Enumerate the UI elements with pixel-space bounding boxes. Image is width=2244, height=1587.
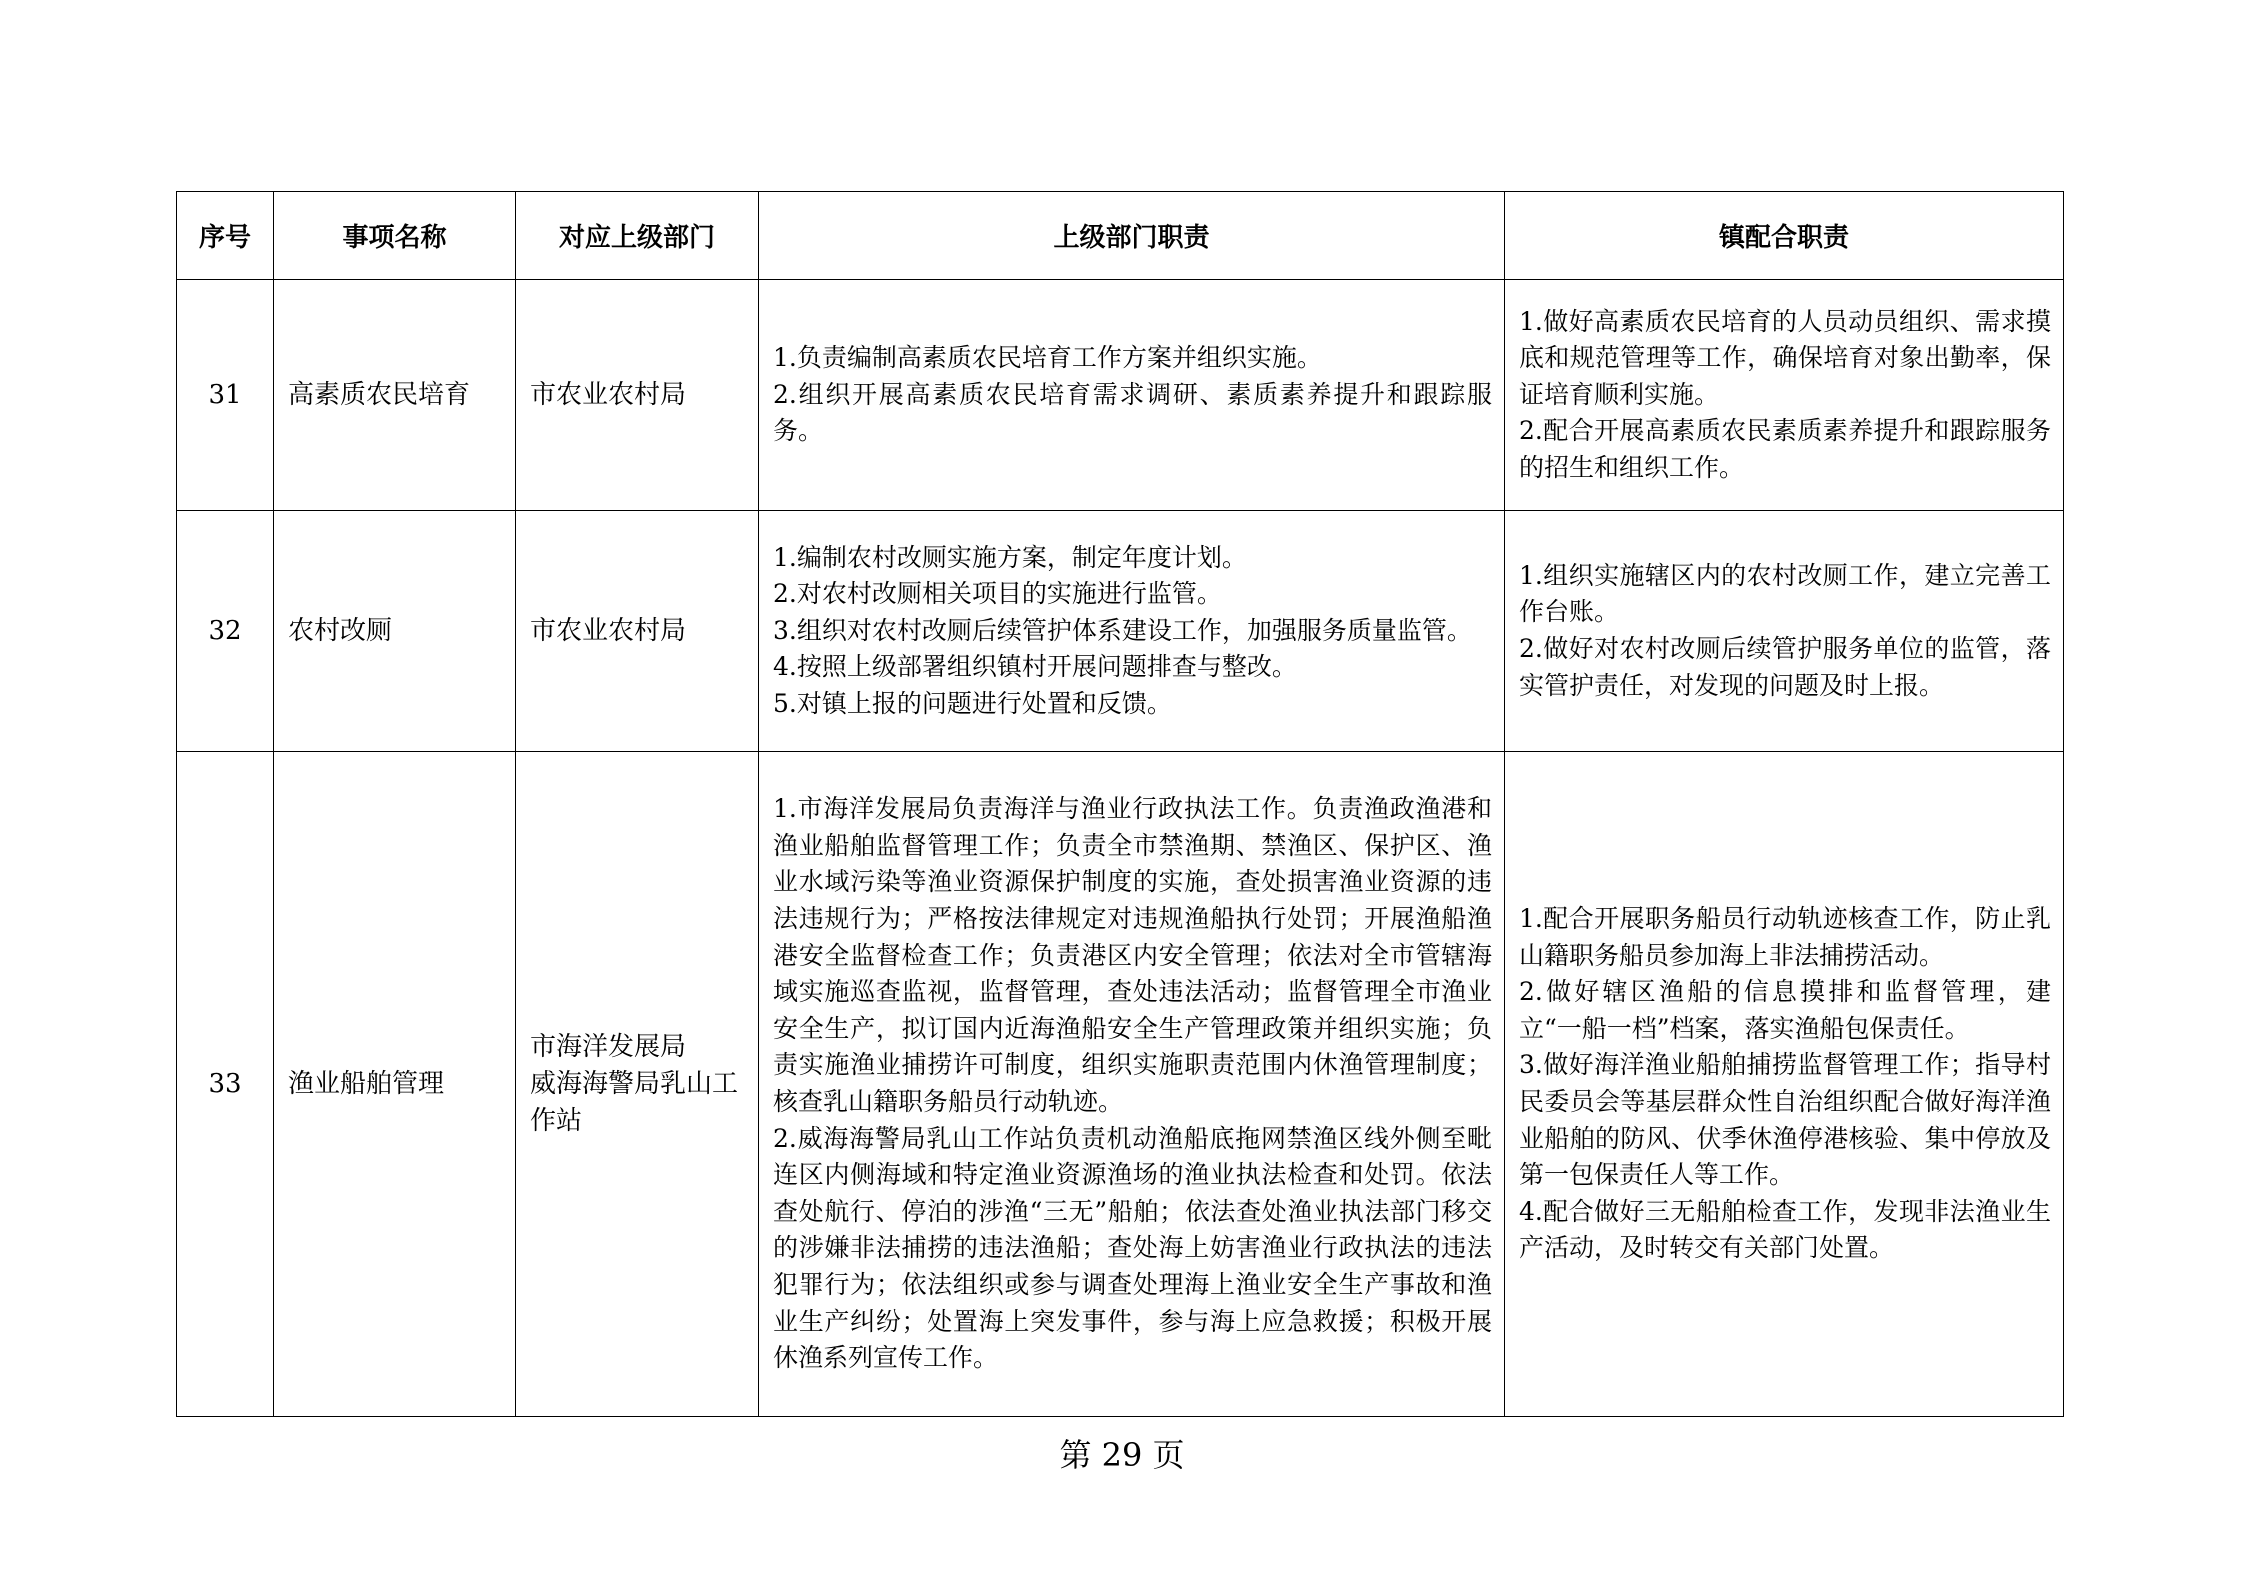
row-number: 31 <box>177 280 274 511</box>
row-number: 33 <box>177 752 274 1417</box>
duty-item: 1.组织实施辖区内的农村改厕工作，建立完善工作台账。 <box>1519 560 2051 627</box>
duty-item: 3.做好海洋渔业船舶捕捞监督管理工作；指导村民委员会等基层群众性自治组织配合做好海洋渔业船舶的防风、伏季休渔停港核验、集中停放及第一包保责任人等工作。 <box>1519 1050 2051 1190</box>
duty-item: 2.做好辖区渔船的信息摸排和监督管理，建立“一船一档”档案，落实渔船包保责任。 <box>1519 977 2051 1043</box>
duty-item: 1.编制农村改厕实施方案，制定年度计划。 <box>773 542 1247 572</box>
header-superior-duty: 上级部门职责 <box>759 192 1505 280</box>
superior-duty-cell <box>759 511 1505 752</box>
department-line: 市海洋发展局 <box>530 1031 687 1062</box>
department-line: 威海海警局乳山工作站 <box>530 1068 739 1136</box>
item-name: 渔业船舶管理 <box>274 752 516 1417</box>
superior-department <box>516 752 759 1417</box>
superior-department <box>516 511 759 752</box>
duty-item: 4.按照上级部署组织镇村开展问题排查与整改。 <box>773 652 1297 682</box>
table-row <box>177 280 2064 511</box>
header-row <box>177 192 2064 280</box>
superior-department <box>516 280 759 511</box>
department-line: 市农业农村局 <box>530 379 687 410</box>
town-duty-cell <box>1505 511 2064 752</box>
duty-item: 1.市海洋发展局负责海洋与渔业行政执法工作。负责渔政渔港和渔业船舶监督管理工作；负责全市禁渔期、禁渔区、保护区、渔业水域污染等渔业资源保护制度的实施，查处损害渔业资源的违法违规行为；严格按法律规定对违规渔船执行处罚；开展渔船渔港安全监督检查工作；负责港区内安全管理；依法对全市管辖海域实施巡查监视，监督管理，查处违法活动；监督管理全市渔业安全生产，拟订国内近海渔船安全生产管理政策并组织实施；负责实施渔业捕捞许可制度，组织实施职责范围内休渔管理制度；核查乳山籍职务船员行动轨迹。 <box>773 794 1492 1116</box>
superior-duty-cell <box>759 752 1505 1417</box>
duty-item: 5.对镇上报的问题进行处置和反馈。 <box>773 688 1172 718</box>
duty-table <box>176 191 2064 1417</box>
item-name: 农村改厕 <box>274 511 516 752</box>
duty-item: 2.配合开展高素质农民素质素养提升和跟踪服务的招生和组织工作。 <box>1519 416 2051 482</box>
duty-item: 3.组织对农村改厕后续管护体系建设工作，加强服务质量监管。 <box>773 615 1472 645</box>
header-town-duty: 镇配合职责 <box>1505 192 2064 280</box>
table-row <box>177 511 2064 752</box>
row-number: 32 <box>177 511 274 752</box>
town-duty-cell <box>1505 280 2064 511</box>
duty-item: 2.威海海警局乳山工作站负责机动渔船底拖网禁渔区线外侧至毗连区内侧海域和特定渔业资源渔场的渔业执法检查和处罚。依法查处航行、停泊的涉渔“三无”船舶；依法查处渔业执法部门移交的涉嫌非法捕捞的违法渔船；查处海上妨害渔业行政执法的违法犯罪行为；依法组织或参与调查处理海上渔业安全生产事故和渔业生产纠纷；处置海上突发事件，参与海上应急救援；积极开展休渔系列宣传工作。 <box>773 1123 1492 1373</box>
duty-item: 2.组织开展高素质农民培育需求调研、素质素养提升和跟踪服务。 <box>773 379 1492 446</box>
department-line: 市农业农村局 <box>530 615 687 646</box>
superior-duty-cell <box>759 280 1505 511</box>
duty-item: 4.配合做好三无船舶检查工作，发现非法渔业生产活动，及时转交有关部门处置。 <box>1519 1196 2051 1263</box>
header-dept: 对应上级部门 <box>516 192 759 280</box>
table-row <box>177 752 2064 1417</box>
duty-item: 1.负责编制高素质农民培育工作方案并组织实施。 <box>773 343 1322 373</box>
duty-item: 2.做好对农村改厕后续管护服务单位的监管，落实管护责任，对发现的问题及时上报。 <box>1519 634 2051 700</box>
duty-item: 2.对农村改厕相关项目的实施进行监管。 <box>773 579 1222 609</box>
town-duty-cell <box>1505 752 2064 1417</box>
header-no: 序号 <box>177 192 274 280</box>
page-number: 第 29 页 <box>1059 1436 1185 1474</box>
item-name: 高素质农民培育 <box>274 280 516 511</box>
header-name: 事项名称 <box>274 192 516 280</box>
duty-item: 1.做好高素质农民培育的人员动员组织、需求摸底和规范管理等工作，确保培育对象出勤率，保证培育顺利实施。 <box>1519 306 2051 409</box>
duty-item: 1.配合开展职务船员行动轨迹核查工作，防止乳山籍职务船员参加海上非法捕捞活动。 <box>1519 904 2051 970</box>
